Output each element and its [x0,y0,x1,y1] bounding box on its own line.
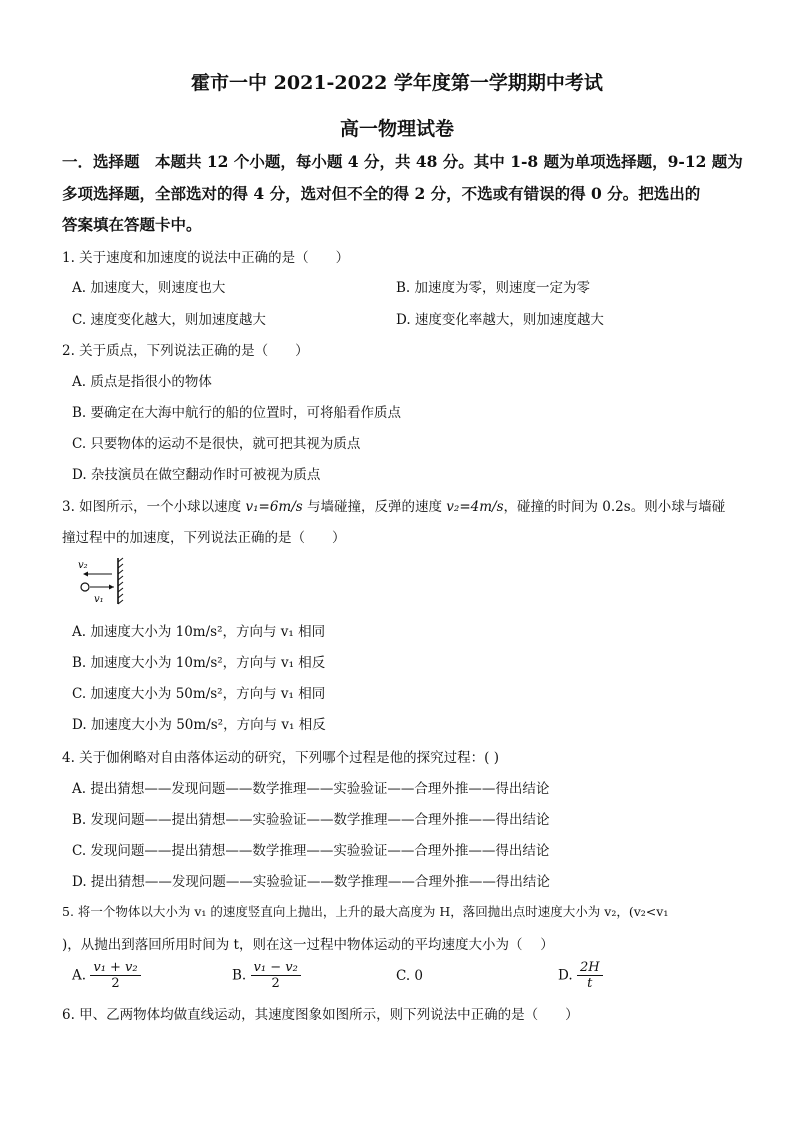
section-instructions-line2: 多项选择题，全部选对的得 4 分，选对但不全的得 2 分，不选或有错误的得 0 分。把选出的 [62,184,701,203]
q5-stem-line2: )，从抛出到落回所用时间为 t，则在这一过程中物体运动的平均速度大小为（ ） [62,937,554,953]
q5-d-denominator: t [587,976,593,991]
q2-option-c: C. 只要物体的运动不是很快，就可把其视为质点 [72,436,361,452]
q3-stem-part1: 3. 如图所示，一个小球以速度 [62,499,246,515]
q3-option-d: D. 加速度大小为 50m/s²，方向与 v₁ 相反 [72,717,326,733]
q3-figure [74,556,134,606]
fig-label-v2: v₂ [78,560,88,571]
q4-option-a: A. 提出猜想——发现问题——数学推理——实验验证——合理外推——得出结论 [72,781,550,797]
q3-stem-line2: 撞过程中的加速度，下列说法正确的是（ ） [62,530,346,546]
q3-stem-part2: 与墙碰撞，反弹的速度 [302,499,447,515]
q5-option-b [232,960,301,991]
q5-option-d-label: D. [558,967,573,984]
q5-b-denominator: 2 [271,976,280,991]
q2-option-d: D. 杂技演员在做空翻动作时可被视为质点 [72,467,321,483]
q3-v2-value: v₂=4m/s [446,499,504,515]
q3-option-c: C. 加速度大小为 50m/s²，方向与 v₁ 相同 [72,686,326,702]
q1-option-c: C. 速度变化越大，则加速度越大 [72,312,266,328]
section-instructions-line3: 答案填在答题卡中。 [62,215,202,234]
q4-option-c: C. 发现问题——提出猜想——数学推理——实验验证——合理外推——得出结论 [72,843,550,859]
q5-a-denominator: 2 [111,976,120,991]
q2-stem: 2. 关于质点，下列说法正确的是（ ） [62,343,309,359]
q2-option-a: A. 质点是指很小的物体 [72,374,212,390]
q5-a-numerator: v₁ + v₂ [90,960,140,976]
q3-option-b: B. 加速度大小为 10m/s²，方向与 v₁ 相反 [72,655,326,671]
q5-option-a-fraction [90,960,140,991]
q1-option-d: D. 速度变化率越大，则加速度越大 [396,312,604,328]
q5-option-b-label: B. [232,967,247,984]
q3-v1-value: v₁=6m/s [245,499,303,515]
q3-stem-part3: ，碰撞的时间为 0.2s。则小球与墙碰 [503,499,726,515]
q4-stem: 4. 关于伽俐略对自由落体运动的研究，下列哪个过程是他的探究过程：( ) [62,750,499,766]
ball-wall-diagram [74,556,134,606]
q4-option-b: B. 发现问题——提出猜想——实验验证——数学推理——合理外推——得出结论 [72,812,550,828]
q5-option-a-label: A. [72,967,87,984]
q5-d-numerator: 2H [577,960,603,976]
q1-stem: 1. 关于速度和加速度的说法中正确的是（ ） [62,250,350,266]
exam-subtitle: 高一物理试卷 [339,118,454,140]
q5-option-d-fraction [577,960,603,991]
q6-stem: 6. 甲、乙两物体均做直线运动，其速度图象如图所示，则下列说法中正确的是（ ） [62,1007,579,1023]
q5-option-c: C. 0 [396,968,424,984]
q4-option-d: D. 提出猜想——发现问题——实验验证——数学推理——合理外推——得出结论 [72,874,550,890]
q5-b-numerator: v₁ − v₂ [251,960,301,976]
q5-option-a [72,960,141,991]
exam-title: 霍市一中 2021-2022 学年度第一学期期中考试 [191,72,603,94]
q3-option-a: A. 加速度大小为 10m/s²，方向与 v₁ 相同 [72,624,326,640]
q5-option-d [558,960,603,991]
q2-option-b: B. 要确定在大海中航行的船的位置时，可将船看作质点 [72,405,402,421]
fig-label-v1: v₁ [94,594,104,605]
q5-stem-line1: 5. 将一个物体以大小为 v₁ 的速度竖直向上抛出，上升的最大高度为 H，落回抛出点时速度大小为 v₂，(v₂<v₁ [62,904,669,919]
section-instructions-line1: 一．选择题 本题共 12 个小题，每小题 4 分，共 48 分。其中 1-8 题为单项选择题，9-12 题为 [62,152,743,171]
q1-option-b: B. 加速度为零，则速度一定为零 [396,280,591,296]
q5-option-b-fraction [251,960,301,991]
q3-stem-line1 [62,495,725,515]
q1-option-a: A. 加速度大，则速度也大 [72,280,226,296]
